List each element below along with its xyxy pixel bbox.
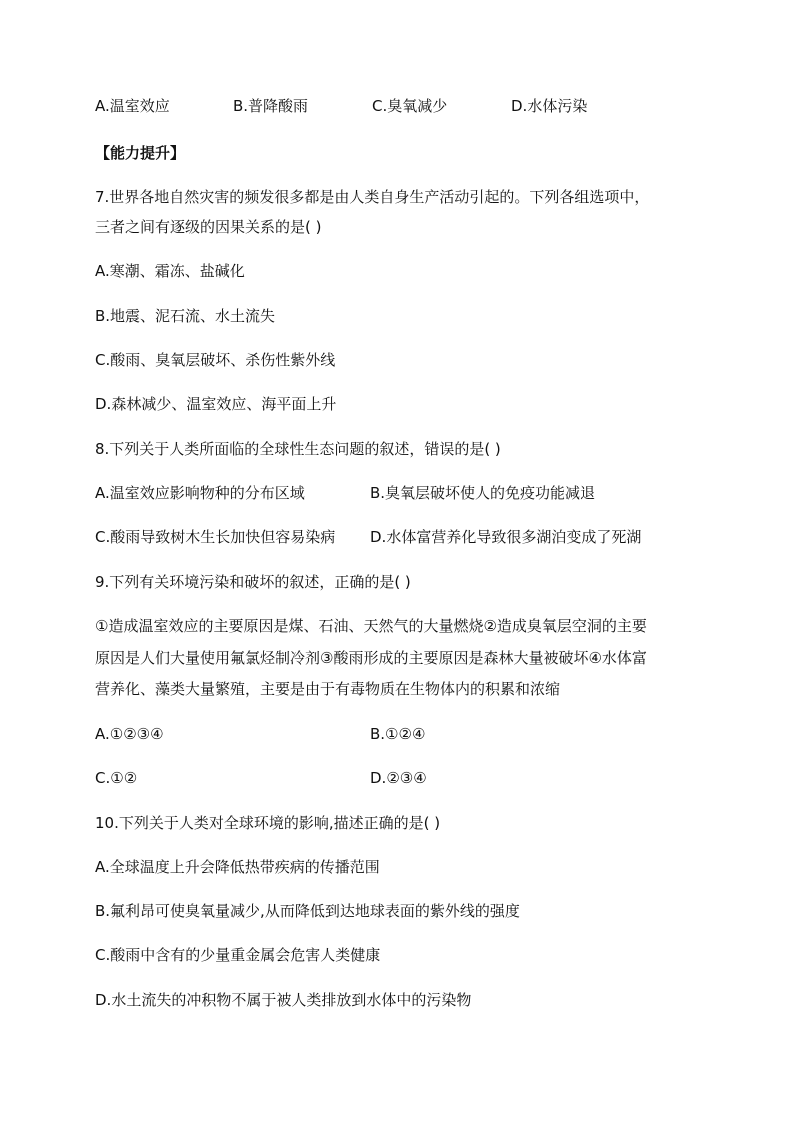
q10-option-c: C.酸雨中含有的少量重金属会危害人类健康 [95, 946, 381, 964]
q8-options-row2 [95, 527, 645, 547]
q9-body-line1: ①造成温室效应的主要原因是煤、石油、天然气的大量燃烧②造成臭氧层空洞的主要 [95, 617, 647, 635]
q9-option-b: B.①②④ [370, 725, 426, 743]
q7-stem-line2: 三者之间有逐级的因果关系的是( ) [95, 218, 322, 236]
q8-option-d: D.水体富营养化导致很多湖泊变成了死湖 [370, 528, 642, 546]
q9-option-a: A.①②③④ [95, 725, 164, 743]
q8-options-row1 [95, 483, 645, 503]
q7-stem-line1: 7.世界各地自然灾害的频发很多都是由人类自身生产活动引起的。下列各组选项中， [95, 188, 650, 206]
q9-stem: 9.下列有关环境污染和破坏的叙述，正确的是( ) [95, 573, 411, 591]
q9-options-row1 [95, 724, 645, 744]
q6-option-b: B.普降酸雨 [233, 97, 309, 115]
q10-option-d: D.水土流失的冲积物不属于被人类排放到水体中的污染物 [95, 991, 472, 1009]
q10-option-a: A.全球温度上升会降低热带疾病的传播范围 [95, 858, 380, 876]
q9-option-d: D.②③④ [370, 769, 427, 787]
q9-options-row2 [95, 768, 645, 788]
q9-option-c: C.①② [95, 769, 138, 787]
q8-option-a: A.温室效应影响物种的分布区域 [95, 484, 305, 502]
q6-options [95, 96, 587, 116]
q6-option-d: D.水体污染 [511, 97, 588, 115]
q7-option-a: A.寒潮、霜冻、盐碱化 [95, 262, 245, 280]
q9-body-line3: 营养化、藻类大量繁殖，主要是由于有毒物质在生物体内的积累和浓缩 [95, 680, 561, 698]
q7-option-c: C.酸雨、臭氧层破坏、杀伤性紫外线 [95, 351, 336, 369]
q7-option-b: B.地震、泥石流、水土流失 [95, 307, 276, 325]
q8-stem: 8.下列关于人类所面临的全球性生态问题的叙述，错误的是( ) [95, 440, 501, 458]
q6-option-a: A.温室效应 [95, 97, 170, 115]
q9-body-line2: 原因是人们大量使用氟氯烃制冷剂③酸雨形成的主要原因是森林大量被破坏④水体富 [95, 649, 647, 667]
q6-option-c: C.臭氧减少 [372, 97, 448, 115]
q8-option-c: C.酸雨导致树木生长加快但容易染病 [95, 528, 336, 546]
q10-stem: 10.下列关于人类对全球环境的影响,描述正确的是( ) [95, 814, 441, 832]
q10-option-b: B.氟利昂可使臭氧量减少,从而降低到达地球表面的紫外线的强度 [95, 902, 520, 920]
q8-option-b: B.臭氧层破坏使人的免疫功能减退 [370, 484, 596, 502]
section-title: 【能力提升】 [95, 144, 186, 162]
q7-option-d: D.森林减少、温室效应、海平面上升 [95, 395, 337, 413]
